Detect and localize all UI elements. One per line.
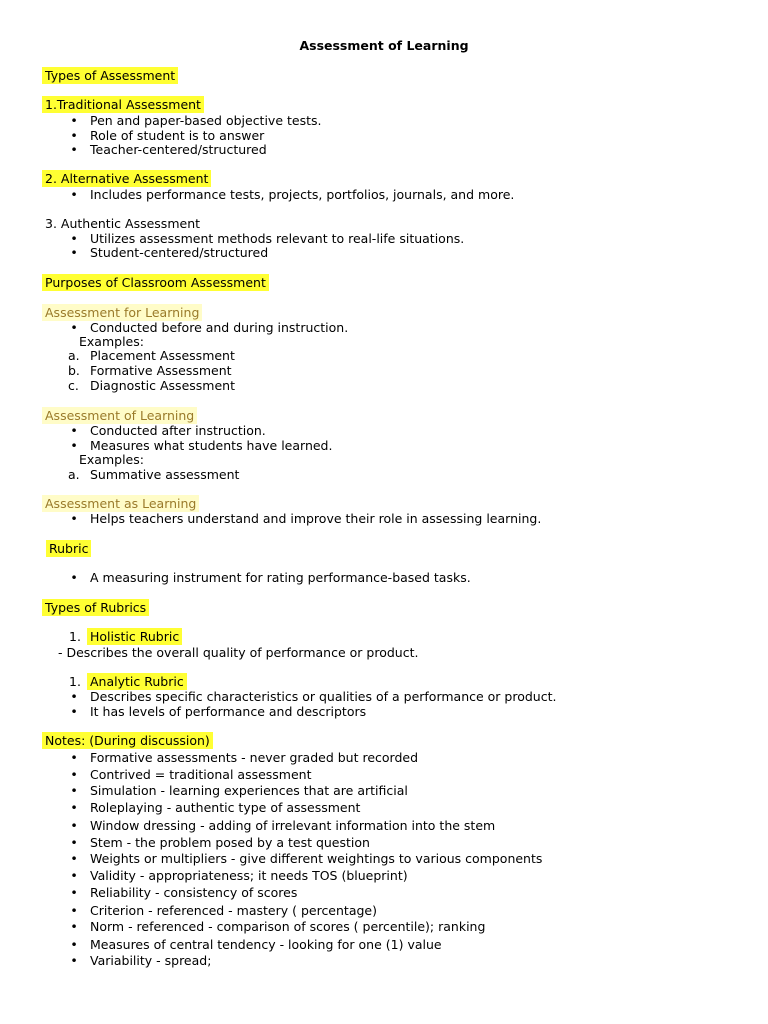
examples-label: Examples: — [79, 334, 144, 349]
authentic-heading: 3. Authentic Assessment — [45, 216, 201, 231]
document-title: Assessment of Learning — [299, 38, 469, 53]
of-learning-heading: Assessment of Learning — [45, 408, 197, 424]
rubric-types-heading: Types of Rubrics — [45, 600, 149, 616]
traditional-heading: 1.Traditional Assessment — [45, 97, 204, 113]
as-learning-heading: Assessment as Learning — [45, 496, 199, 512]
holistic-description: - Describes the overall quality of performance or product. — [58, 645, 419, 660]
purposes-heading: Purposes of Classroom Assessment — [45, 275, 269, 291]
for-learning-heading: Assessment for Learning — [45, 305, 202, 321]
notes-heading: Notes: (During discussion) — [45, 733, 213, 749]
document-page: Assessment of Learning Types of Assessment 1.Traditional Assessment • Pen and paper-based objective tests. • Role of student is to answer • Teacher-centered/structured 2. Alternative Assessment • Includes performance tests, projects, portfolios, journals, and more. 3. Authentic Assessment • Utilizes assessment methods relevant to real-life situations. • Student-centered/structured Purposes of Classroom Assessment Assessment for Learning • Conducted before and during instruction. Examples: a. Placement Assessment b. Formative Assessment c. Diagnostic Assessment Assessment of Learning • Conducted after instruction. • Measures what students have learned. Examples: a. Summative assessment Assessment as Learning • Helps teachers understand and improve their role in assessing learning. Rubric • A measuring instrument for rating performance-based tasks. Types of Rubrics 1. Holistic Rubric - Describes the overall quality of performance or product. 1. Analytic Rubric • Describes specific characteristics or qualities of a performance or product. • It has levels of performance and descriptors Notes: (During discussion) • Formative assessments - never graded but recorded • Contrived = traditional assessment • Simulation - learning experiences that are artificial • Roleplaying - authentic type of assessment • Window dressing - adding of irrelevant information into the stem • Stem - the problem posed by a test question • Weights or multipliers - give different weightings to various components • Validity - appropriateness; it needs TOS (blueprint) • Reliability - consistency of scores • Criterion - referenced - mastery ( percentage) • Norm - referenced - comparison of scores ( percentile); ranking • Measures of central tendency - looking for one (1) value • Variability - spread; — [0, 0, 768, 1024]
rubric-heading: Rubric — [49, 541, 91, 557]
examples-label: Examples: — [79, 452, 144, 467]
types-heading: Types of Assessment — [45, 68, 178, 84]
alternative-heading: 2. Alternative Assessment — [45, 171, 211, 187]
